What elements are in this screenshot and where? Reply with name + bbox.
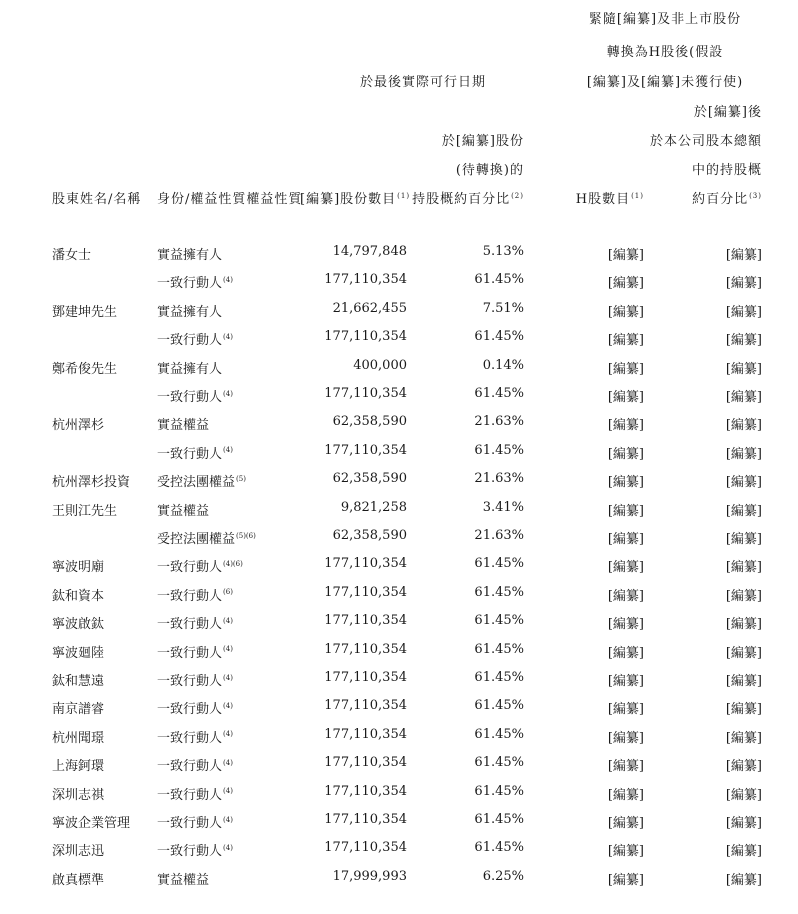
capacity-cell: [157, 784, 233, 803]
capacity-text: 一致行動人: [157, 390, 223, 405]
capacity-note: (4): [223, 758, 233, 767]
capacity-text: 一致行動人: [157, 816, 223, 831]
total-percentage: [編纂]: [725, 418, 762, 434]
capacity-note: (4): [223, 673, 233, 682]
shares-percentage: 61.45%: [474, 812, 524, 827]
shares-count: 177,110,354: [324, 755, 407, 771]
capacity-cell: [157, 812, 233, 831]
capacity-cell: [157, 727, 233, 746]
total-percentage: [編纂]: [725, 844, 762, 860]
capacity-text: 實益權益: [157, 872, 210, 888]
capacity-note: (6): [223, 588, 233, 597]
shares-count: 177,110,354: [324, 584, 407, 600]
total-percentage: [編纂]: [725, 702, 762, 718]
capacity-text: 一致行動人: [157, 333, 223, 349]
capacity-cell: [157, 755, 233, 774]
h-shares-count: [編纂]: [607, 304, 644, 320]
shares-count: 62,358,590: [332, 471, 407, 487]
capacity-note: (4): [223, 815, 233, 824]
total-percentage: [編纂]: [725, 588, 762, 604]
table-row: [0, 613, 798, 633]
h-shares-count: [編纂]: [607, 475, 644, 491]
shares-count: 177,110,354: [324, 698, 407, 714]
shareholder-name: 杭州聞璟: [52, 730, 105, 746]
h-shares-count: [編纂]: [607, 532, 644, 547]
total-percentage: [編纂]: [725, 532, 762, 547]
table-row: [0, 471, 798, 491]
capacity-cell: [157, 329, 233, 348]
shares-percentage: 7.51%: [482, 300, 524, 316]
table-row: [0, 528, 798, 548]
shares-percentage: 61.45%: [474, 556, 524, 572]
shares-count: 177,110,354: [324, 840, 407, 856]
table-row: [0, 500, 798, 520]
shares-count: 177,110,354: [324, 812, 407, 827]
table-row: [0, 244, 798, 264]
shares-percentage: 61.45%: [474, 641, 524, 657]
header-pct-total-line3: 中的持股概: [691, 163, 762, 178]
table-row: [0, 443, 798, 463]
shares-percentage: 61.45%: [474, 386, 524, 401]
header-pct-pending-line2: (待轉換)的: [455, 163, 524, 178]
header-pct-pending-note: (2): [511, 191, 524, 200]
h-shares-count: [編纂]: [607, 361, 644, 377]
capacity-note: (4): [223, 389, 233, 398]
capacity-text: 受控法團權益: [157, 532, 236, 547]
capacity-note: (5): [236, 474, 246, 483]
h-shares-count: [編纂]: [607, 276, 644, 292]
shareholder-name: 啟真標準: [52, 872, 105, 888]
capacity-text: 一致行動人: [157, 560, 223, 576]
total-percentage: [編纂]: [725, 333, 762, 349]
capacity-text: 一致行動人: [157, 617, 223, 633]
shares-count: 177,110,354: [324, 272, 407, 288]
table-row: [0, 414, 798, 434]
h-shares-count: [編纂]: [607, 503, 644, 519]
shares-count: 177,110,354: [324, 641, 407, 657]
h-shares-count: [編纂]: [607, 702, 644, 718]
table-row: [0, 329, 798, 349]
shares-count: 62,358,590: [332, 414, 407, 430]
shareholder-name: 寧波明廟: [52, 560, 105, 576]
shares-count: 17,999,993: [332, 868, 407, 884]
capacity-cell: [157, 244, 223, 263]
total-percentage: [編纂]: [725, 674, 762, 689]
shareholder-name: 潘女士: [52, 248, 92, 263]
shares-count: 177,110,354: [324, 442, 407, 458]
h-shares-count: [編纂]: [607, 872, 644, 888]
capacity-cell: [157, 642, 233, 661]
shares-percentage: 5.13%: [482, 244, 524, 259]
shareholder-name: 王則江先生: [52, 503, 118, 519]
shares-percentage: 21.63%: [474, 528, 524, 543]
shares-count: 177,110,354: [324, 386, 407, 401]
total-percentage: [編纂]: [725, 617, 762, 633]
header-pct-pending-line3: [404, 188, 524, 207]
header-pct-total-line1: 於[編纂]後: [693, 105, 762, 120]
capacity-cell: [157, 358, 223, 377]
total-percentage: [編纂]: [725, 816, 762, 831]
capacity-note: (4): [223, 730, 233, 739]
total-percentage: [編纂]: [725, 730, 762, 746]
capacity-cell: [157, 585, 233, 604]
shareholder-name: 寧波企業管理: [52, 816, 131, 831]
capacity-cell: [157, 869, 210, 888]
capacity-cell: [157, 670, 233, 689]
shares-count: 177,110,354: [324, 726, 407, 742]
table-row: [0, 869, 798, 889]
h-shares-count: [編纂]: [607, 759, 644, 775]
table-row: [0, 812, 798, 832]
shareholder-name: 鈦和慧遠: [52, 674, 105, 689]
h-shares-count: [編纂]: [607, 645, 644, 661]
h-shares-count: [編纂]: [607, 816, 644, 831]
shares-percentage: 61.45%: [474, 726, 524, 742]
shares-count: 177,110,354: [324, 329, 407, 345]
header-col-shares-note: (1): [397, 191, 411, 200]
total-percentage: [編纂]: [725, 304, 762, 320]
table-row: [0, 670, 798, 690]
header-pct-total-note: (3): [749, 191, 762, 200]
capacity-note: (4): [223, 616, 233, 625]
shareholder-name: 鄧建坤先生: [52, 304, 118, 320]
capacity-text: 一致行動人: [157, 446, 223, 462]
total-percentage: [編纂]: [725, 276, 762, 292]
capacity-text: 一致行動人: [157, 844, 223, 860]
capacity-cell: [157, 414, 210, 433]
header-pct-total-line2: 於本公司股本總額: [649, 134, 762, 149]
table-row: [0, 755, 798, 775]
table-row: [0, 784, 798, 804]
shares-percentage: 61.45%: [474, 698, 524, 714]
header-post-conversion-line1: 緊隨[編纂]及非上市股份: [588, 12, 742, 27]
total-percentage: [編纂]: [725, 475, 762, 491]
capacity-note: (4): [223, 702, 233, 711]
shares-percentage: 61.45%: [474, 840, 524, 856]
shares-count: 177,110,354: [324, 670, 407, 685]
shares-percentage: 21.63%: [474, 414, 524, 430]
shares-percentage: 61.45%: [474, 442, 524, 458]
capacity-text: 一致行動人: [157, 730, 223, 746]
capacity-note: (4): [223, 276, 233, 285]
capacity-cell: [157, 386, 233, 405]
shareholder-name: 杭州澤杉: [52, 418, 105, 434]
capacity-cell: [157, 500, 210, 519]
total-percentage: [編纂]: [725, 446, 762, 462]
capacity-text: 實益擁有人: [157, 248, 223, 263]
total-percentage: [編纂]: [725, 390, 762, 405]
shareholder-name: 杭州澤杉投資: [52, 475, 131, 491]
table-row: [0, 556, 798, 576]
table-row: [0, 840, 798, 860]
header-col-name: 股東姓名/名稱: [52, 192, 142, 207]
table-row: [0, 585, 798, 605]
header-col-capacity: 身份/權益性質權益性質: [157, 192, 303, 207]
shareholder-name: 鈦和資本: [52, 588, 105, 604]
capacity-cell: [157, 840, 233, 859]
capacity-text: 一致行動人: [157, 645, 223, 661]
capacity-note: (4): [223, 645, 233, 654]
shareholder-name: 上海鈳環: [52, 759, 105, 775]
capacity-cell: [157, 443, 233, 462]
shares-percentage: 21.63%: [474, 471, 524, 487]
capacity-cell: [157, 471, 246, 490]
capacity-text: 一致行動人: [157, 787, 223, 803]
capacity-text: 實益擁有人: [157, 361, 223, 377]
capacity-text: 一致行動人: [157, 588, 223, 604]
shares-percentage: 6.25%: [482, 868, 524, 884]
shares-count: 177,110,354: [324, 613, 407, 629]
table-row: [0, 272, 798, 292]
table-row: [0, 642, 798, 662]
shares-count: 400,000: [353, 357, 407, 373]
h-shares-count: [編纂]: [607, 588, 644, 604]
capacity-note: (4): [223, 332, 233, 341]
capacity-note: (5)(6): [236, 531, 256, 540]
capacity-cell: [157, 556, 243, 575]
shares-count: 62,358,590: [332, 528, 407, 543]
total-percentage: [編纂]: [725, 560, 762, 576]
capacity-note: (4): [223, 446, 233, 455]
shares-percentage: 61.45%: [474, 670, 524, 685]
table-row: [0, 358, 798, 378]
total-percentage: [編纂]: [725, 645, 762, 661]
h-shares-count: [編纂]: [607, 418, 644, 434]
shares-count: 177,110,354: [324, 783, 407, 799]
table-row: [0, 386, 798, 406]
shares-percentage: 61.45%: [474, 613, 524, 629]
total-percentage: [編纂]: [725, 361, 762, 377]
header-latest-practicable-date: 於最後實際可行日期: [359, 75, 486, 90]
header-col-h-shares-text: H股數目: [575, 192, 631, 207]
h-shares-count: [編纂]: [607, 787, 644, 803]
table-row: [0, 727, 798, 747]
h-shares-count: [編纂]: [607, 333, 644, 349]
h-shares-count: [編纂]: [607, 617, 644, 633]
header-post-conversion-line2: 轉換為H股後(假設: [606, 45, 724, 60]
capacity-text: 一致行動人: [157, 759, 223, 775]
header-pct-pending-line1: 於[編纂]股份: [441, 134, 524, 149]
capacity-cell: [157, 698, 233, 717]
shares-percentage: 61.45%: [474, 584, 524, 600]
shares-percentage: 0.14%: [482, 357, 524, 373]
capacity-cell: [157, 272, 233, 291]
total-percentage: [編纂]: [725, 503, 762, 519]
shares-count: 9,821,258: [340, 499, 407, 515]
shareholder-name: 深圳志祺: [52, 787, 105, 803]
h-shares-count: [編纂]: [607, 248, 644, 263]
capacity-text: 實益權益: [157, 503, 210, 519]
total-percentage: [編纂]: [725, 872, 762, 888]
table-row: [0, 301, 798, 321]
shares-count: 21,662,455: [332, 300, 407, 316]
capacity-text: 一致行動人: [157, 276, 223, 292]
capacity-text: 一致行動人: [157, 702, 223, 718]
header-pct-pending-text: 持股概約百分比: [412, 192, 511, 207]
capacity-note: (4)(6): [223, 560, 243, 569]
header-col-h-shares: [560, 188, 644, 207]
shareholder-name: 南京譜睿: [52, 702, 105, 718]
capacity-text: 受控法團權益: [157, 475, 236, 491]
shares-count: 177,110,354: [324, 556, 407, 572]
capacity-text: 一致行動人: [157, 674, 223, 689]
header-col-shares-text: [編纂]股份數目: [300, 192, 397, 207]
header-col-shares: [300, 188, 411, 207]
capacity-cell: [157, 528, 256, 547]
h-shares-count: [編纂]: [607, 730, 644, 746]
h-shares-count: [編纂]: [607, 560, 644, 576]
capacity-note: (4): [223, 787, 233, 796]
header-col-h-shares-note: (1): [631, 191, 644, 200]
shares-percentage: 61.45%: [474, 783, 524, 799]
table-row: [0, 698, 798, 718]
capacity-text: 實益權益: [157, 418, 210, 434]
total-percentage: [編纂]: [725, 248, 762, 263]
shareholder-name: 寧波廻陸: [52, 645, 105, 661]
shareholder-name: 深圳志迅: [52, 844, 105, 860]
shares-percentage: 61.45%: [474, 755, 524, 771]
h-shares-count: [編纂]: [607, 446, 644, 462]
shares-percentage: 3.41%: [482, 499, 524, 515]
header-post-conversion-line3: [編纂]及[編纂]未獲行使): [586, 75, 744, 90]
shares-count: 14,797,848: [332, 244, 407, 259]
h-shares-count: [編纂]: [607, 844, 644, 860]
total-percentage: [編纂]: [725, 787, 762, 803]
capacity-cell: [157, 301, 223, 320]
h-shares-count: [編纂]: [607, 674, 644, 689]
shareholder-name: 鄭希俊先生: [52, 361, 118, 377]
shareholder-name: 寧波啟鈦: [52, 617, 105, 633]
shares-percentage: 61.45%: [474, 329, 524, 345]
shares-percentage: 61.45%: [474, 272, 524, 288]
capacity-cell: [157, 613, 233, 632]
capacity-text: 實益擁有人: [157, 304, 223, 320]
capacity-note: (4): [223, 844, 233, 853]
h-shares-count: [編纂]: [607, 390, 644, 405]
header-pct-total-text: 約百分比: [692, 192, 749, 207]
total-percentage: [編纂]: [725, 759, 762, 775]
